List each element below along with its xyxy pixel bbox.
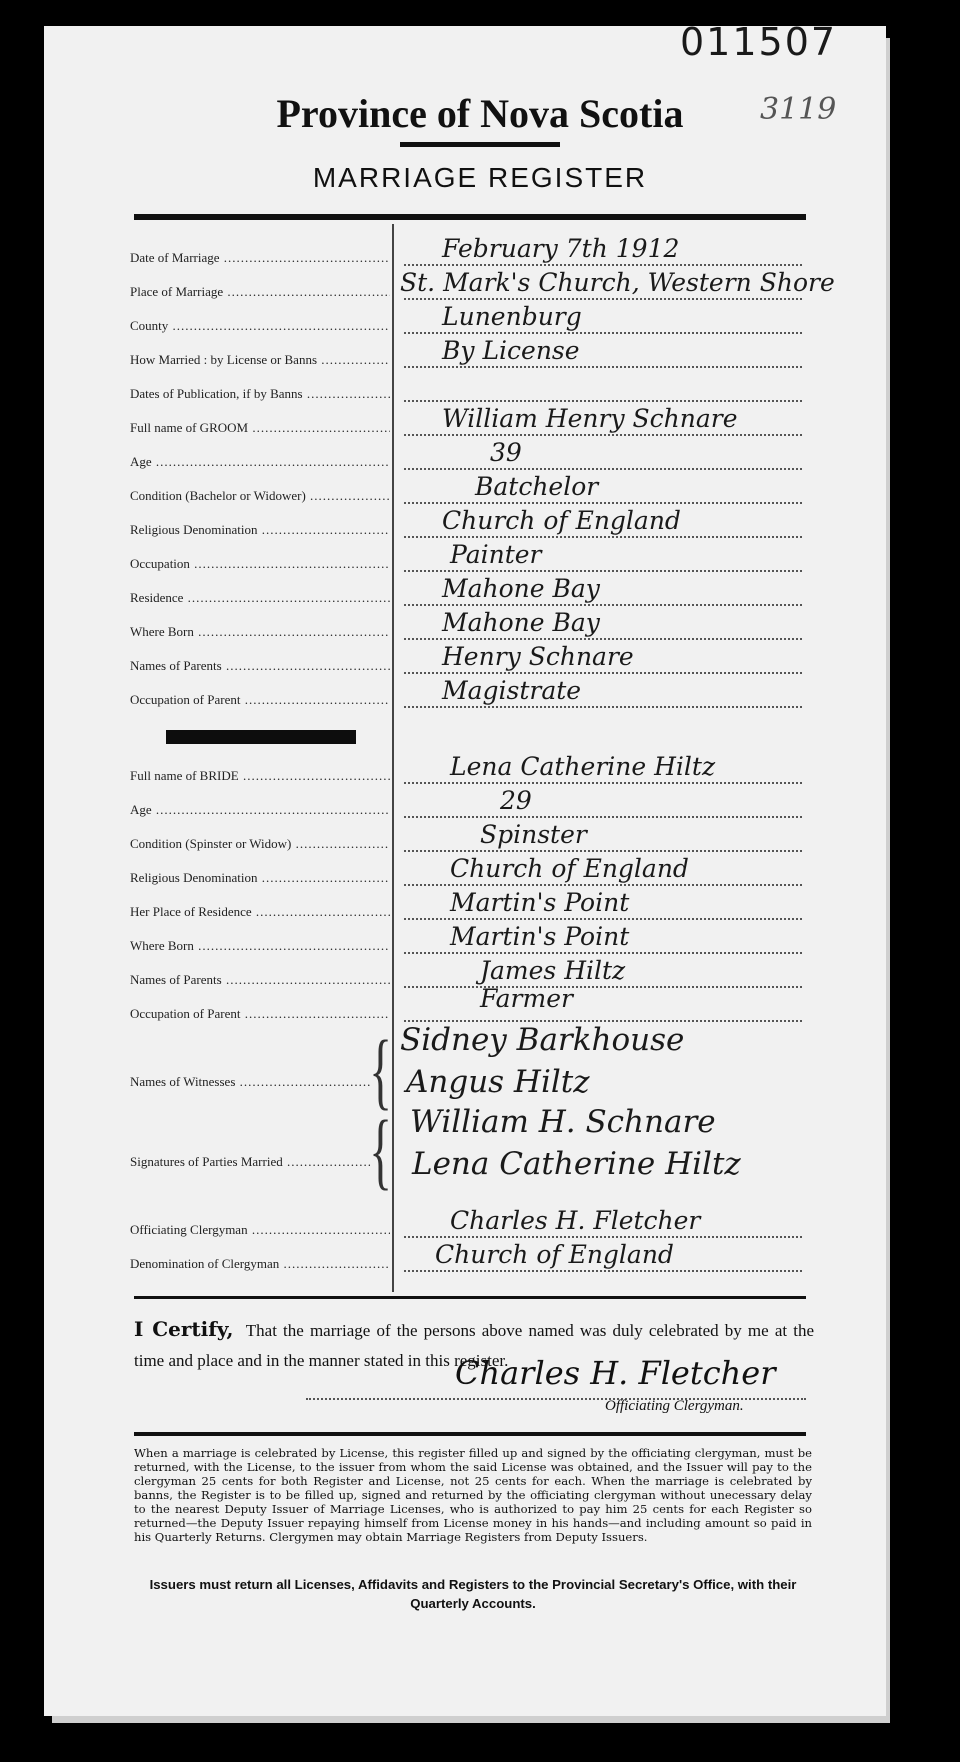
field-value: Church of England: [435, 1240, 674, 1269]
field-label: Age .....: [130, 802, 390, 818]
field-label: Signatures of Parties Married .....: [130, 1154, 370, 1170]
field-row: [130, 336, 802, 374]
field-dotted-line: [404, 332, 802, 334]
field-value: Martin's Point: [450, 922, 630, 951]
field-dotted-line: [404, 502, 802, 504]
field-row: [130, 786, 802, 824]
field-dotted-line: [404, 264, 802, 266]
field-label: Place of Marriage .....: [130, 284, 390, 300]
field-dotted-line: [404, 604, 802, 606]
witness-signature: Angus Hiltz: [406, 1064, 590, 1100]
field-row: [130, 676, 802, 714]
page-number: 011507: [680, 20, 838, 64]
field-label: Occupation of Parent .....: [130, 692, 390, 708]
field-label: Residence .....: [130, 590, 390, 606]
field-dotted-line: [404, 952, 802, 954]
parties-brace: {: [369, 1102, 392, 1198]
field-value: February 7th 1912: [442, 234, 680, 263]
field-label: Religious Denomination .....: [130, 522, 390, 538]
field-label: Denomination of Clergyman .....: [130, 1256, 390, 1272]
field-value: By License: [442, 336, 580, 365]
field-label: Names of Parents .....: [130, 972, 390, 988]
field-value: Lena Catherine Hiltz: [450, 752, 716, 781]
field-dotted-line: [404, 638, 802, 640]
field-value: Henry Schnare: [442, 642, 634, 671]
field-value: Martin's Point: [450, 888, 630, 917]
field-value: Batchelor: [475, 472, 599, 501]
field-label: Where Born .....: [130, 938, 390, 954]
party-signature: Lena Catherine Hiltz: [412, 1146, 741, 1182]
notes-top-rule: [134, 1432, 806, 1436]
field-label: Condition (Bachelor or Widower) .....: [130, 488, 390, 504]
field-dotted-line: [404, 434, 802, 436]
field-label: How Married : by License or Banns .....: [130, 352, 390, 368]
field-value: Mahone Bay: [442, 574, 600, 603]
field-value: James Hiltz: [480, 956, 626, 985]
field-dotted-line: [404, 536, 802, 538]
instructions-paragraph: When a marriage is celebrated by License, this register filled up and signed by the officiating clergyman, must be returned, with the License, to the issuer from whom the said License was obtained, and the Issuer will pay to the clergyman 25 cents for both Register and License, not 25 cents for each. When the marriage is celebrated by banns, the Register is to be filled up, signed and returned by the officiating clergyman without unecessary delay to the nearest Deputy Issuer of Marriage Licenses, who is authorized to pay him 25 cents for each Register so returned—the Deputy Issuer repaying himself from License money in his hands—and including amount so paid in his Quarterly Returns. Clergymen may obtain Marriage Registers from Deputy Issuers.: [134, 1446, 812, 1544]
field-dotted-line: [404, 400, 802, 402]
field-label: Names of Parents .....: [130, 658, 390, 674]
field-value: 39: [490, 438, 522, 467]
field-value: Spinster: [480, 820, 587, 849]
field-value: Church of England: [442, 506, 681, 535]
field-row: [130, 438, 802, 476]
field-row: [130, 752, 802, 790]
field-label: Occupation of Parent .....: [130, 1006, 390, 1022]
field-row: [130, 404, 802, 442]
field-row: [130, 922, 802, 960]
field-label: Dates of Publication, if by Banns .....: [130, 386, 390, 402]
field-dotted-line: [404, 884, 802, 886]
field-row: [130, 956, 802, 994]
certify-body: That the marriage of the persons above named was duly celebrated by me at the time and place and in the manner stated in this register.: [134, 1321, 815, 1370]
issuers-notice: Issuers must return all Licenses, Affidavits and Registers to the Provincial Secretary's Office, with their Quarterly Accounts.: [149, 1577, 797, 1611]
field-label: Officiating Clergyman .....: [130, 1222, 390, 1238]
handwritten-number: 3119: [760, 92, 837, 127]
field-dotted-line: [404, 570, 802, 572]
certify-top-rule: [134, 1296, 806, 1299]
field-value: Mahone Bay: [442, 608, 600, 637]
witnesses-brace: {: [369, 1022, 392, 1118]
field-dotted-line: [404, 672, 802, 674]
field-label: Occupation .....: [130, 556, 390, 572]
document-subtitle: MARRIAGE REGISTER: [312, 162, 648, 193]
field-dotted-line: [404, 706, 802, 708]
title-underline: [400, 142, 560, 147]
field-label: Date of Marriage .....: [130, 250, 390, 266]
field-label: Names of Witnesses .....: [130, 1074, 370, 1090]
clergyman-signature: Charles H. Fletcher: [455, 1354, 776, 1392]
field-label: Religious Denomination .....: [130, 870, 390, 886]
field-dotted-line: [404, 468, 802, 470]
party-signature: William H. Schnare: [410, 1104, 716, 1140]
certify-lead: I Certify,: [134, 1317, 234, 1341]
column-divider: [392, 224, 394, 1292]
field-value: Charles H. Fletcher: [450, 1206, 701, 1235]
field-dotted-line: [404, 782, 802, 784]
document-title: Province of Nova Scotia: [276, 91, 684, 136]
field-dotted-line: [404, 850, 802, 852]
field-label: Full name of BRIDE .....: [130, 768, 390, 784]
field-dotted-line: [404, 298, 802, 300]
field-dotted-line: [404, 366, 802, 368]
section-separator-bar: [166, 730, 356, 744]
field-row: [130, 1240, 802, 1278]
field-value: 29: [500, 786, 532, 815]
witness-signature: Sidney Barkhouse: [400, 1022, 685, 1058]
field-label: County .....: [130, 318, 390, 334]
field-label: Condition (Spinster or Widow) .....: [130, 836, 390, 852]
field-dotted-line: [404, 986, 802, 988]
field-value: Farmer: [480, 984, 573, 1013]
field-value: Church of England: [450, 854, 689, 883]
field-dotted-line: [404, 918, 802, 920]
field-label: Where Born .....: [130, 624, 390, 640]
field-dotted-line: [404, 1236, 802, 1238]
field-value: Painter: [450, 540, 542, 569]
field-value: Lunenburg: [442, 302, 582, 331]
field-label: Full name of GROOM .....: [130, 420, 390, 436]
field-value: Magistrate: [442, 676, 582, 705]
field-label: Her Place of Residence .....: [130, 904, 390, 920]
field-value: William Henry Schnare: [442, 404, 738, 433]
field-dotted-line: [404, 1270, 802, 1272]
field-label: Age .....: [130, 454, 390, 470]
field-dotted-line: [404, 816, 802, 818]
field-value: St. Mark's Church, Western Shore: [400, 268, 835, 297]
top-rule: [134, 214, 806, 220]
signature-caption: Officiating Clergyman.: [605, 1398, 744, 1414]
